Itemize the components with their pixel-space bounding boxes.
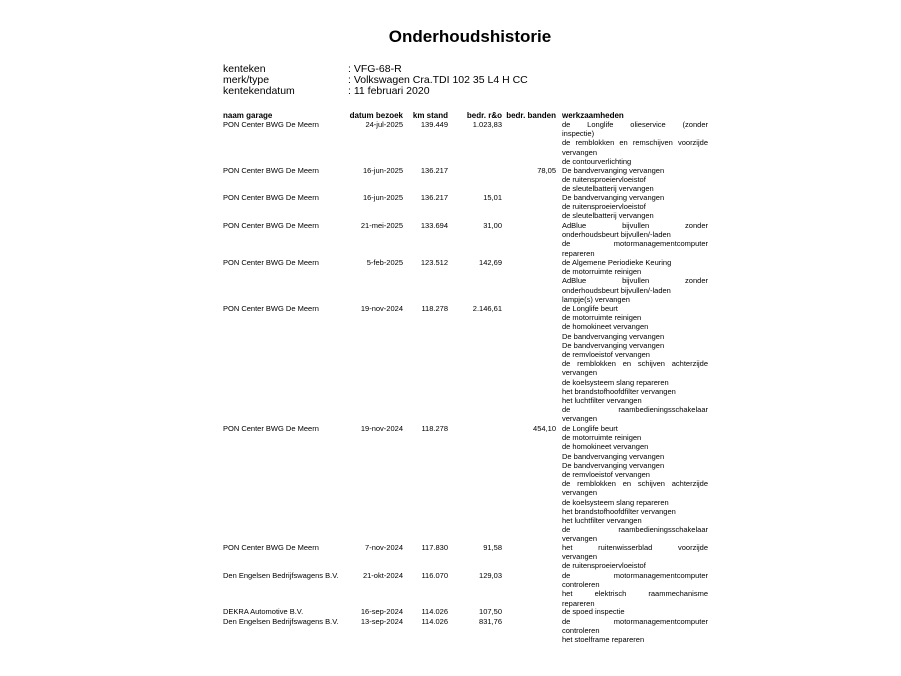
work-item: de ruitensproeiervloeistof (562, 202, 646, 212)
cell-garage: PON Center BWG De Meern (223, 543, 319, 552)
cell-ro: 1.023,83 (472, 120, 502, 129)
cell-work (562, 543, 708, 571)
work-item: het luchtfilter vervangen (562, 515, 642, 525)
cell-date: 7-nov-2024 (365, 543, 403, 552)
cell-banden: 454,10 (533, 424, 556, 433)
work-item: het ruitenwisserblad voorzijde (562, 543, 708, 552)
vehicle-info-label: kenteken (223, 63, 266, 75)
cell-garage: PON Center BWG De Meern (223, 221, 319, 230)
cell-work (562, 221, 708, 258)
cell-garage: PON Center BWG De Meern (223, 166, 319, 175)
work-item: De bandvervanging vervangen (562, 331, 665, 341)
page-title: Onderhoudshistorie (388, 27, 552, 46)
cell-km: 133.694 (420, 221, 448, 230)
cell-date: 13-sep-2024 (360, 617, 403, 626)
cell-ro: 2.146,61 (472, 304, 502, 313)
vehicle-info-label: kentekendatum (223, 85, 295, 97)
cell-garage: PON Center BWG De Meern (223, 120, 319, 129)
cell-work (562, 607, 708, 616)
cell-ro: 129,03 (479, 571, 502, 580)
work-item: vervangen (562, 534, 598, 544)
cell-date: 5-feb-2025 (366, 258, 403, 267)
column-header-banden: bedr. banden (506, 111, 556, 120)
work-item: de contourverlichting (562, 156, 632, 166)
cell-banden: 78,05 (537, 166, 556, 175)
work-item: controleren (562, 626, 600, 636)
cell-km: 139.449 (420, 120, 448, 129)
work-item: vervangen (562, 147, 598, 157)
work-item: de motorruimte reinigen (562, 267, 642, 277)
cell-date: 16-jun-2025 (362, 193, 403, 202)
cell-ro: 142,69 (479, 258, 502, 267)
work-item: het luchtfilter vervangen (562, 395, 642, 405)
work-item: De bandvervanging vervangen (562, 451, 665, 461)
work-item: AdBlue bijvullen zonder (562, 276, 708, 286)
work-item: de motorruimte reinigen (562, 313, 642, 323)
work-item: de remvloeistof vervangen (562, 469, 650, 479)
work-item: de ruitensproeiervloeistof (562, 175, 646, 185)
work-item: de homokineet vervangen (562, 322, 649, 332)
work-item: de motorruimte reinigen (562, 433, 642, 443)
work-item: het brandstofhoofdfilter vervangen (562, 386, 676, 396)
work-item: De bandvervanging vervangen (562, 166, 665, 175)
cell-km: 118.278 (421, 304, 448, 313)
work-item: de remblokken en schijven achterzijde (562, 479, 708, 489)
cell-work (562, 193, 708, 221)
cell-garage: Den Engelsen Bedrijfswagens B.V. (223, 571, 339, 580)
cell-km: 123.512 (420, 258, 448, 267)
work-item: de remvloeistof vervangen (562, 349, 650, 359)
cell-date: 16-sep-2024 (360, 607, 403, 616)
work-item: de remblokken en remschijven voorzijde (562, 138, 708, 148)
work-item: het stoelframe repareren (562, 635, 645, 645)
work-item: de Longlife olieservice (zonder (562, 120, 708, 129)
cell-km: 117.830 (421, 543, 448, 552)
cell-km: 114.026 (421, 607, 448, 616)
cell-ro: 15,01 (483, 193, 502, 202)
work-item: het brandstofhoofdfilter vervangen (562, 506, 676, 516)
cell-km: 118.278 (421, 424, 448, 433)
cell-work (562, 304, 708, 423)
work-item: de homokineet vervangen (562, 442, 649, 452)
vehicle-info-value: : Volkswagen Cra.TDI 102 35 L4 H CC (348, 74, 528, 86)
cell-date: 19-nov-2024 (360, 424, 403, 433)
work-item: het elektrisch raammechanisme (562, 589, 708, 599)
vehicle-info-label: merk/type (223, 74, 270, 86)
work-item: de Longlife beurt (562, 424, 618, 433)
work-item: de koelsysteem slang repareren (562, 377, 669, 387)
cell-work (562, 424, 708, 543)
cell-garage: PON Center BWG De Meern (223, 193, 319, 202)
cell-work (562, 120, 708, 166)
work-item: de raambedieningsschakelaar (562, 405, 708, 415)
work-item: de motormanagementcomputer (562, 239, 708, 249)
cell-date: 19-nov-2024 (360, 304, 403, 313)
cell-garage: PON Center BWG De Meern (223, 304, 319, 313)
column-header-date: datum bezoek (349, 111, 403, 120)
cell-date: 21-mei-2025 (360, 221, 403, 230)
cell-ro: 831,76 (479, 617, 502, 626)
work-item: vervangen (562, 552, 598, 562)
cell-date: 24-jul-2025 (365, 120, 403, 129)
cell-garage: PON Center BWG De Meern (223, 258, 319, 267)
work-item: repareren (562, 598, 595, 608)
work-item: de ruitensproeiervloeistof (562, 561, 646, 571)
work-item: de spoed inspectie (562, 607, 625, 616)
cell-garage: PON Center BWG De Meern (223, 424, 319, 433)
cell-km: 136.217 (420, 166, 448, 175)
cell-km: 114.026 (421, 617, 448, 626)
cell-work (562, 617, 708, 645)
work-item: De bandvervanging vervangen (562, 340, 665, 350)
cell-work (562, 166, 708, 194)
work-item: de sleutelbatterij vervangen (562, 211, 654, 221)
work-item: vervangen (562, 368, 598, 378)
cell-date: 16-jun-2025 (362, 166, 403, 175)
cell-date: 21-okt-2024 (362, 571, 403, 580)
vehicle-info-value: : 11 februari 2020 (348, 85, 430, 97)
work-item: controleren (562, 580, 600, 590)
work-item: vervangen (562, 488, 598, 498)
column-header-km: km stand (412, 111, 448, 120)
work-item: de motormanagementcomputer (562, 617, 708, 626)
cell-km: 136.217 (420, 193, 448, 202)
vehicle-info-value: : VFG-68-R (348, 63, 402, 75)
work-item: de sleutelbatterij vervangen (562, 184, 654, 194)
column-header-work: werkzaamheden (562, 111, 624, 120)
work-item: AdBlue bijvullen zonder (562, 221, 708, 230)
cell-work (562, 258, 708, 304)
work-item: de Algemene Periodieke Keuring (562, 258, 672, 267)
cell-garage: Den Engelsen Bedrijfswagens B.V. (223, 617, 339, 626)
work-item: lampje(s) vervangen (562, 294, 630, 304)
column-header-ro: bedr. r&o (466, 111, 502, 120)
cell-garage: DEKRA Automotive B.V. (223, 607, 304, 616)
work-item: inspectie) (562, 129, 595, 139)
work-item: de koelsysteem slang repareren (562, 497, 669, 507)
work-item: repareren (562, 248, 595, 258)
cell-km: 116.070 (421, 571, 448, 580)
work-item: vervangen (562, 414, 598, 424)
cell-ro: 107,50 (479, 607, 502, 616)
work-item: de Longlife beurt (562, 304, 618, 313)
work-item: de raambedieningsschakelaar (562, 525, 708, 535)
column-header-garage: naam garage (223, 111, 273, 120)
work-item: onderhoudsbeurt bijvullen/-laden (562, 285, 671, 295)
work-item: onderhoudsbeurt bijvullen/-laden (562, 230, 671, 240)
work-item: de motormanagementcomputer (562, 571, 708, 580)
cell-ro: 31,00 (483, 221, 502, 230)
cell-ro: 91,58 (483, 543, 502, 552)
work-item: De bandvervanging vervangen (562, 460, 665, 470)
work-item: De bandvervanging vervangen (562, 193, 665, 202)
cell-work (562, 571, 708, 608)
work-item: de remblokken en schijven achterzijde (562, 359, 708, 369)
